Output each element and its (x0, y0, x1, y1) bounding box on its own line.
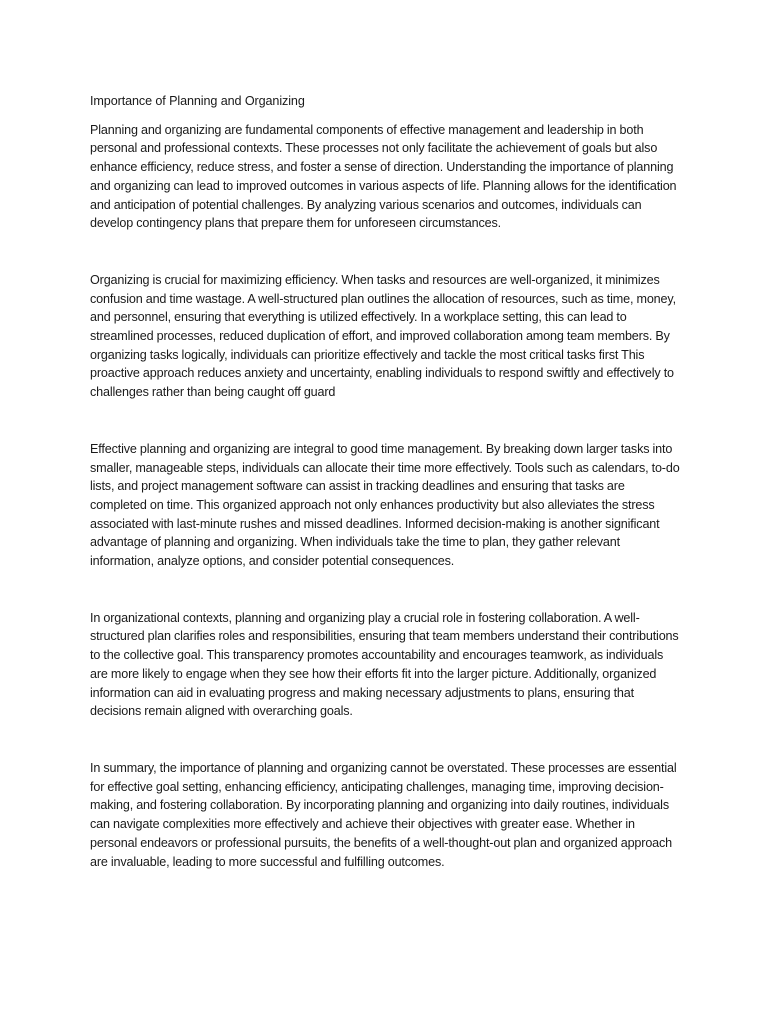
paragraph-intro: Planning and organizing are fundamental components of effective management and leadership in both personal and professional contexts. These processes not only facilitate the achievement of goals but also enhance efficiency, reduce stress, and foster a sense of direction. Understanding the importance of planning and organizing can lead to improved outcomes in various aspects of life. Planning allows for the identification and anticipation of potential challenges. By analyzing various scenarios and outcomes, individuals can develop contingency plans that prepare them for unforeseen circumstances. (90, 122, 677, 231)
paragraph-time-management: Effective planning and organizing are integral to good time management. By breaking down larger tasks into smaller, manageable steps, individuals can allocate their time more effectively. Tools such as calendars, to-do lists, and project management software can assist in tracking deadlines and ensuring that tasks are completed on time. This organized approach not only enhances productivity but also alleviates the stress associated with last-minute rushes and missed deadlines. Informed decision-making is another significant advantage of planning and organizing. When individuals take the time to plan, they gather relevant information, analyze options, and consider potential consequences. (90, 441, 680, 569)
document-page (90, 92, 682, 871)
paragraph-organizing: Organizing is crucial for maximizing efficiency. When tasks and resources are well-organized, it minimizes confusion and time wastage. A well-structured plan outlines the allocation of resources, such as time, money, and personnel, ensuring that everything is utilized effectively. In a workplace setting, this can lead to streamlined processes, reduced duplication of effort, and improved collaboration among team members. By organizing tasks logically, individuals can prioritize effectively and tackle the most critical tasks first This proactive approach reduces anxiety and uncertainty, enabling individuals to respond swiftly and effectively to challenges rather than being caught off guard (90, 272, 676, 400)
paragraph-summary: In summary, the importance of planning and organizing cannot be overstated. These processes are essential for effective goal setting, enhancing efficiency, anticipating challenges, managing time, improving decision-making, and fostering collaboration. By incorporating planning and organizing into daily routines, individuals can navigate complexities more effectively and achieve their objectives with greater ease. Whether in personal endeavors or professional pursuits, the benefits of a well-thought-out plan and organized approach are invaluable, leading to more successful and fulfilling outcomes. (90, 760, 677, 869)
document-title: Importance of Planning and Organizing (90, 94, 305, 108)
paragraph-collaboration: In organizational contexts, planning and organizing play a crucial role in fostering collaboration. A well-structured plan clarifies roles and responsibilities, ensuring that team members understand their contributions to the collective goal. This transparency promotes accountability and encourages teamwork, as individuals are more likely to engage when they see how their efforts fit into the larger picture. Additionally, organized information can aid in evaluating progress and making necessary adjustments to plans, ensuring that decisions remain aligned with overarching goals. (90, 610, 679, 719)
